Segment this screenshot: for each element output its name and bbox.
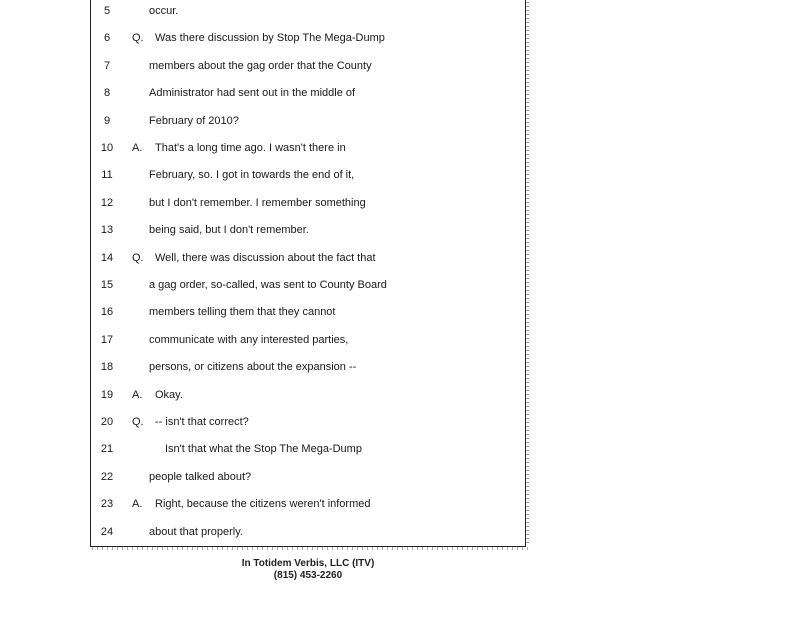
transcript-line-text: Was there discussion by Stop The Mega-Dump (155, 32, 385, 44)
line-number: 19 (100, 389, 114, 401)
line-number: 6 (103, 32, 111, 44)
line-number: 23 (100, 498, 114, 510)
transcript-line-text: -- isn't that correct? (155, 416, 249, 428)
line-number: 8 (103, 87, 111, 99)
footer-company: In Totidem Verbis, LLC (ITV) (241, 558, 375, 569)
speaker-label: Q. (132, 32, 144, 44)
transcript-line-text: Right, because the citizens weren't informed (155, 498, 371, 510)
transcript-line-text: a gag order, so-called, was sent to County Board (149, 279, 387, 291)
line-number: 24 (100, 526, 114, 538)
line-number: 21 (100, 443, 114, 455)
transcript-line-text: persons, or citizens about the expansion -- (149, 361, 357, 373)
transcript-line-text: occur. (149, 5, 179, 17)
page-bottom-edge (92, 547, 528, 550)
transcript-line-text: Okay. (155, 389, 183, 401)
line-number: 5 (103, 5, 111, 17)
line-number: 18 (100, 361, 114, 373)
transcript-line-text: members telling them that they cannot (149, 306, 336, 318)
line-number: 9 (103, 115, 111, 127)
transcript-line-text: Well, there was discussion about the fact that (155, 252, 376, 264)
speaker-label: Q. (132, 252, 144, 264)
line-number: 12 (100, 197, 114, 209)
transcript-line-text: about that properly. (149, 526, 243, 538)
transcript-line-text: communicate with any interested parties, (149, 334, 349, 346)
transcript-line-text: That's a long time ago. I wasn't there in (155, 142, 346, 154)
line-number: 16 (100, 306, 114, 318)
transcript-line-text: Isn't that what the Stop The Mega-Dump (165, 443, 362, 455)
line-number: 11 (101, 169, 113, 181)
line-number: 17 (100, 334, 114, 346)
transcript-line-text: Administrator had sent out in the middle of (149, 87, 356, 99)
speaker-label: A. (132, 142, 143, 154)
line-number: 10 (100, 142, 114, 154)
speaker-label: A. (132, 498, 143, 510)
line-number: 22 (100, 471, 114, 483)
line-number: 14 (100, 252, 114, 264)
transcript-line-text: being said, but I don't remember. (149, 224, 309, 236)
line-number: 13 (100, 224, 114, 236)
speaker-label: A. (132, 389, 143, 401)
transcript-line-text: February, so. I got in towards the end of it, (149, 169, 355, 181)
transcript-line-text: but I don't remember. I remember something (149, 197, 366, 209)
line-number: 20 (100, 416, 114, 428)
transcript-line-text: February of 2010? (149, 115, 239, 127)
footer-phone: (815) 453-2260 (273, 570, 343, 581)
speaker-label: Q. (132, 416, 144, 428)
line-number: 7 (103, 60, 111, 72)
transcript-line-text: people talked about? (149, 471, 252, 483)
line-number: 15 (100, 279, 114, 291)
transcript-line-text: members about the gag order that the County (149, 60, 372, 72)
